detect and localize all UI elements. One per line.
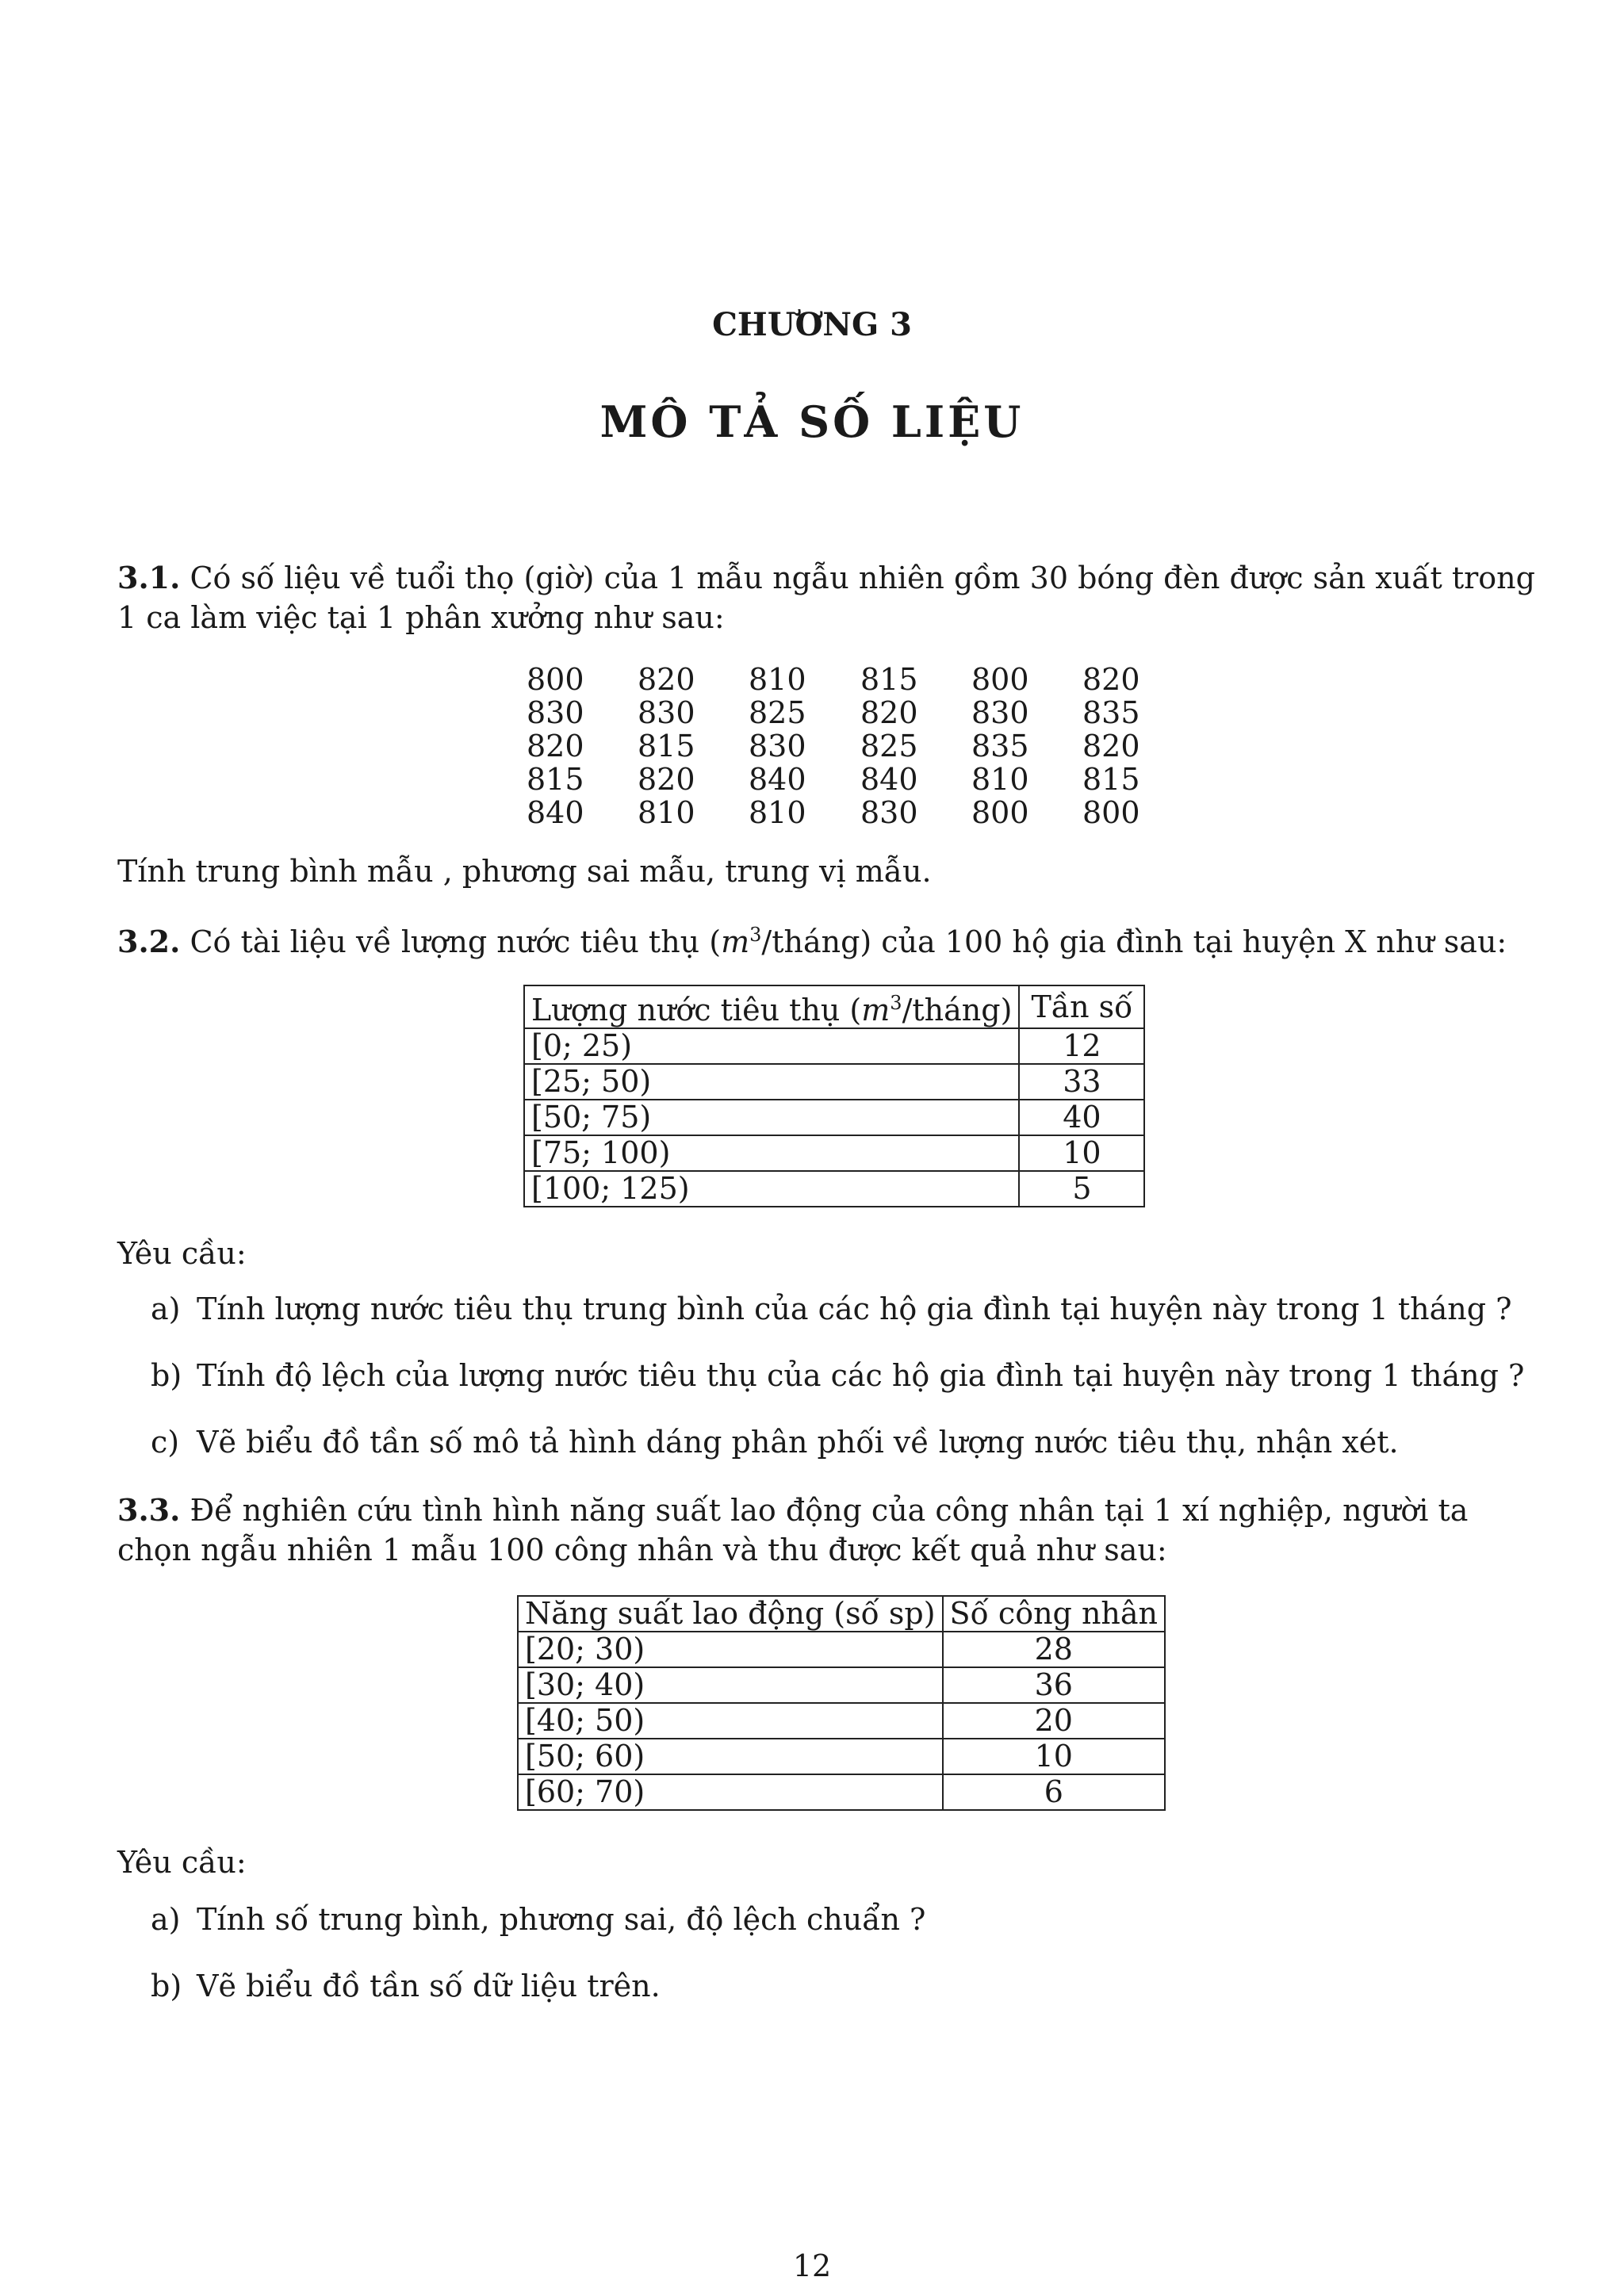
- table-cell: 815: [1082, 762, 1140, 797]
- table-cell: 830: [971, 695, 1029, 730]
- table-row: [527, 663, 1146, 696]
- table-cell: 20: [943, 1703, 1165, 1739]
- table-cell: 800: [1082, 795, 1140, 830]
- problem-text: Có số liệu về tuổi thọ (giờ) của 1 mẫu ngẫu nhiên gồm 30 bóng đèn được sản xuất trong 1 ca làm việc tại 1 phân xưởng như sau:: [117, 561, 1535, 635]
- problem-3-1-statement: [117, 558, 1545, 637]
- problem-number: 3.3.: [117, 1492, 181, 1528]
- requirement-item: [151, 1422, 1399, 1462]
- table-cell: 820: [527, 729, 584, 763]
- table-cell: 820: [638, 762, 695, 797]
- table-cell: 835: [1082, 695, 1140, 730]
- table-cell: 10: [1019, 1135, 1144, 1171]
- table-cell: [40; 50): [518, 1703, 943, 1739]
- water-consumption-table: [523, 985, 1145, 1207]
- table-cell: [75; 100): [524, 1135, 1019, 1171]
- table-cell: [50; 60): [518, 1739, 943, 1774]
- table-cell: 820: [860, 695, 918, 730]
- table-row: [518, 1739, 1165, 1774]
- requirement-text: Tính độ lệch của lượng nước tiêu thụ của các hộ gia đình tại huyện này trong 1 tháng ?: [197, 1358, 1525, 1393]
- table-cell: [25; 50): [524, 1064, 1019, 1100]
- table-cell: 820: [638, 662, 695, 697]
- table-row: [518, 1774, 1165, 1810]
- requirement-item: [151, 1900, 925, 1939]
- chapter-heading: CHƯƠNG 3: [712, 306, 912, 343]
- table-row: [524, 1028, 1144, 1064]
- table-row: [524, 1171, 1144, 1207]
- table-row: [527, 729, 1146, 763]
- table-cell: 820: [1082, 662, 1140, 697]
- table-cell: 835: [971, 729, 1029, 763]
- table-cell: 825: [749, 695, 806, 730]
- table-cell: [30; 40): [518, 1667, 943, 1703]
- table-cell: 810: [749, 662, 806, 697]
- unit-symbol: m: [721, 924, 750, 959]
- table-header-cell: Năng suất lao động (số sp): [518, 1596, 943, 1632]
- table-row: [524, 1064, 1144, 1100]
- table-cell: [0; 25): [524, 1028, 1019, 1064]
- table-cell: [60; 70): [518, 1774, 943, 1810]
- table-cell: 800: [971, 795, 1029, 830]
- table-cell: [20; 30): [518, 1632, 943, 1667]
- table-cell: 825: [860, 729, 918, 763]
- table-header-cell: Lượng nước tiêu thụ $(m^3/tháng)$: [524, 985, 1019, 1028]
- problem-text: Để nghiên cứu tình hình năng suất lao động của công nhân tại 1 xí nghiệp, người ta chọn ngẫu nhiên 1 mẫu 100 công nhân và thu được kết quả như sau:: [117, 1493, 1469, 1567]
- table-header-row: [518, 1596, 1165, 1632]
- problem-text: Có tài liệu về lượng nước tiêu thụ (: [190, 924, 722, 959]
- table-cell: 5: [1019, 1171, 1144, 1207]
- requirements-label: Yêu cầu:: [117, 1236, 247, 1271]
- table-cell: 830: [749, 729, 806, 763]
- table-cell: 40: [1019, 1100, 1144, 1135]
- problem-text-cont: /tháng) của 100 hộ gia đình tại huyện X như sau:: [761, 924, 1507, 959]
- table-cell: 36: [943, 1667, 1165, 1703]
- unit-exponent: 3: [749, 924, 762, 946]
- table-cell: [50; 75): [524, 1100, 1019, 1135]
- table-cell: 810: [638, 795, 695, 830]
- table-row: [527, 796, 1146, 829]
- requirement-text: Tính lượng nước tiêu thụ trung bình của các hộ gia đình tại huyện này trong 1 tháng ?: [197, 1292, 1512, 1326]
- table-cell: 840: [749, 762, 806, 797]
- table-cell: 830: [638, 695, 695, 730]
- table-row: [518, 1703, 1165, 1739]
- problem-3-3-statement: [117, 1490, 1545, 1570]
- table-cell: 840: [527, 795, 584, 830]
- requirements-label: Yêu cầu:: [117, 1845, 247, 1880]
- table-cell: 810: [971, 762, 1029, 797]
- table-cell: 830: [860, 795, 918, 830]
- table-row: [518, 1667, 1165, 1703]
- problem-3-1-question: Tính trung bình mẫu , phương sai mẫu, trung vị mẫu.: [117, 854, 932, 889]
- table-cell: 820: [1082, 729, 1140, 763]
- requirement-item: [151, 1966, 661, 2006]
- table-row: [524, 1135, 1144, 1171]
- requirement-text: Vẽ biểu đồ tần số dữ liệu trên.: [197, 1969, 661, 2003]
- requirement-label: a): [151, 1902, 181, 1937]
- table-cell: 815: [860, 662, 918, 697]
- table-cell: 800: [527, 662, 584, 697]
- table-cell: 28: [943, 1632, 1165, 1667]
- chapter-title: MÔ TẢ SỐ LIỆU: [599, 396, 1025, 447]
- requirement-item: [151, 1356, 1524, 1395]
- table-header-row: [524, 985, 1144, 1028]
- page-number: 12: [792, 2248, 832, 2283]
- table-cell: 810: [749, 795, 806, 830]
- table-cell: 815: [638, 729, 695, 763]
- requirement-label: c): [151, 1425, 180, 1460]
- labor-productivity-table: [517, 1595, 1166, 1811]
- table-cell: 12: [1019, 1028, 1144, 1064]
- table-row: [524, 1100, 1144, 1135]
- table-cell: 830: [527, 695, 584, 730]
- requirement-text: Vẽ biểu đồ tần số mô tả hình dáng phân phối về lượng nước tiêu thụ, nhận xét.: [197, 1425, 1399, 1460]
- problem-number: 3.2.: [117, 924, 181, 959]
- lifetime-data-table: [527, 663, 1146, 829]
- requirement-item: [151, 1289, 1511, 1329]
- table-cell: 800: [971, 662, 1029, 697]
- table-header-cell: Số công nhân: [943, 1596, 1165, 1632]
- table-cell: 815: [527, 762, 584, 797]
- requirement-text: Tính số trung bình, phương sai, độ lệch chuẩn ?: [197, 1902, 926, 1937]
- table-cell: 840: [860, 762, 918, 797]
- table-cell: 33: [1019, 1064, 1144, 1100]
- table-row: [527, 763, 1146, 796]
- table-row: [518, 1632, 1165, 1667]
- table-cell: 10: [943, 1739, 1165, 1774]
- table-row: [527, 696, 1146, 729]
- requirement-label: b): [151, 1969, 182, 2003]
- requirement-label: a): [151, 1292, 181, 1326]
- table-cell: [100; 125): [524, 1171, 1019, 1207]
- table-header-cell: Tần số: [1019, 985, 1144, 1028]
- problem-number: 3.1.: [117, 560, 181, 595]
- requirement-label: b): [151, 1358, 182, 1393]
- table-cell: 6: [943, 1774, 1165, 1810]
- problem-3-2-statement: [117, 915, 1545, 962]
